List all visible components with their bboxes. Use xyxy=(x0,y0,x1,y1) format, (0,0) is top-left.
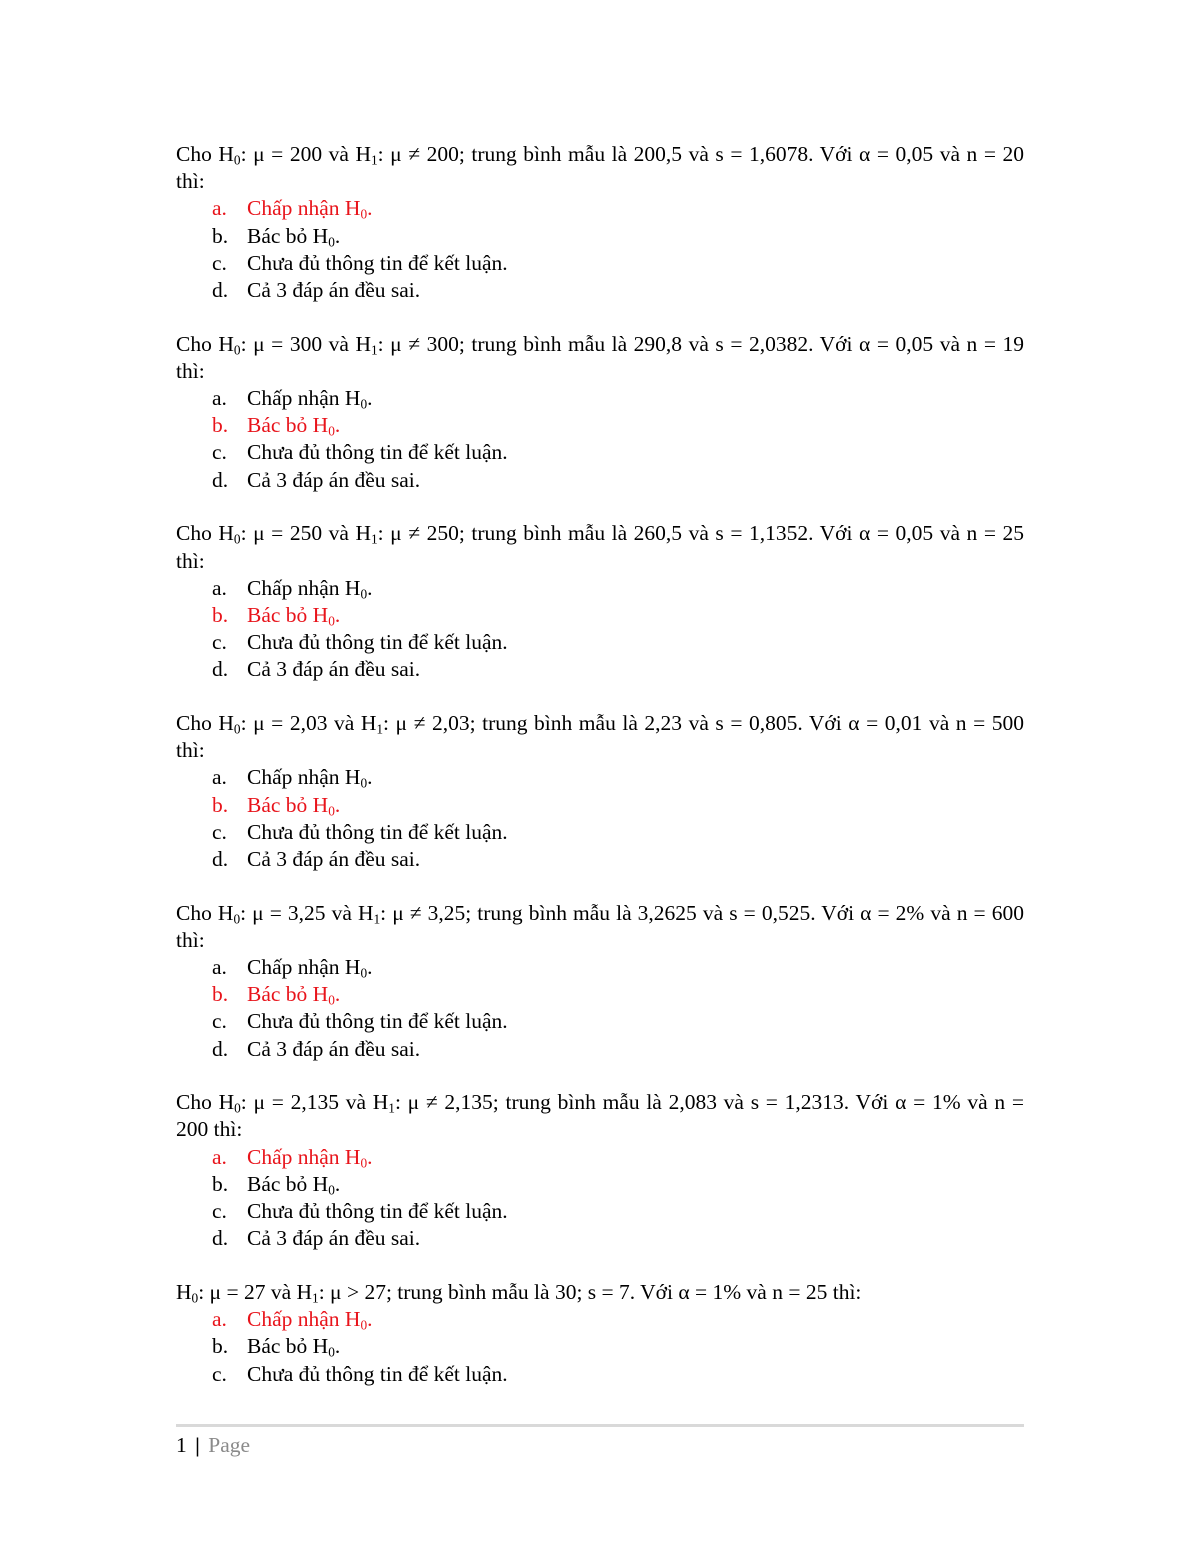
question-text: Cho $H_0$: μ = 3,25 và $H_1$: μ ≠ 3,25; trung bình mẫu là 3,2625 và s = 0,525. Với α = 2% và n = 600 thì: xyxy=(176,900,1024,952)
question-text: Cho $H_0$: μ = 200 và $H_1$: μ ≠ 200; trung bình mẫu là 200,5 và s = 1,6078. Với α = 0,05 và n = 20 thì: xyxy=(176,142,1024,194)
question-3 xyxy=(176,520,1024,683)
question-text: Cho $H_0$: μ = 250 và $H_1$: μ ≠ 250; trung bình mẫu là 260,5 và s = 1,1352. Với α = 0,05 và n = 25 thì: xyxy=(176,521,1024,573)
option-b: b. Bác bỏ $H_0$. xyxy=(212,792,341,818)
option-d: d. Cả 3 đáp án đều sai. xyxy=(212,1036,421,1061)
question-4 xyxy=(176,710,1024,873)
option-a: a. Chấp nhận $H_0$. xyxy=(212,196,373,222)
option-a: a. Chấp nhận $H_0$. xyxy=(212,575,373,602)
question-text: $H_0$: μ = 27 và $H_1$: μ > 27; trung bình mẫu là 30; s = 7. Với α = 1% và n = 25 thì: xyxy=(176,1279,862,1306)
answer-options xyxy=(176,1144,1024,1253)
option-d: d. Cả 3 đáp án đều sai. xyxy=(212,467,421,492)
option-b: b. Bác bỏ $H_0$. xyxy=(212,602,341,629)
option-b: b. Bác bỏ $H_0$. xyxy=(212,223,341,249)
answer-options xyxy=(176,954,1024,1063)
option-a: a. Chấp nhận $H_0$. xyxy=(212,1307,373,1333)
option-c: c. Chưa đủ thông tin để kết luận. xyxy=(212,440,508,465)
question-text: Cho $H_0$: μ = 300 và $H_1$: μ ≠ 300; trung bình mẫu là 290,8 và s = 2,0382. Với α = 0,05 và n = 19 thì: xyxy=(176,331,1024,383)
option-c: c. Chưa đủ thông tin để kết luận. xyxy=(212,819,508,844)
answer-options xyxy=(176,575,1024,684)
option-c: c. Chưa đủ thông tin để kết luận. xyxy=(212,1361,508,1386)
page-label: Page xyxy=(208,1433,251,1457)
answer-options xyxy=(176,385,1024,494)
option-b: b. Bác bỏ $H_0$. xyxy=(212,413,341,439)
option-a: a. Chấp nhận $H_0$. xyxy=(212,955,373,981)
answer-options xyxy=(176,764,1024,873)
option-b: b. Bác bỏ $H_0$. xyxy=(212,1171,341,1198)
option-d: d. Cả 3 đáp án đều sai. xyxy=(212,657,421,682)
answer-options xyxy=(176,195,1024,304)
question-6 xyxy=(176,1089,1024,1252)
question-2 xyxy=(176,331,1024,494)
option-d: d. Cả 3 đáp án đều sai. xyxy=(212,277,421,302)
answer-options xyxy=(176,1306,1024,1388)
option-c: c. Chưa đủ thông tin để kết luận. xyxy=(212,250,508,275)
question-text: Cho $H_0$: μ = 2,135 và $H_1$: μ ≠ 2,135; trung bình mẫu là 2,083 và s = 1,2313. Với α = 1% và n = 200 thì: xyxy=(176,1090,1024,1142)
option-b: b. Bác bỏ $H_0$. xyxy=(212,1334,341,1360)
question-1 xyxy=(176,141,1024,304)
document-body xyxy=(176,141,1024,1414)
question-7 xyxy=(176,1279,1024,1388)
option-b: b. Bác bỏ $H_0$. xyxy=(212,982,341,1008)
option-d: d. Cả 3 đáp án đều sai. xyxy=(212,1226,421,1251)
option-a: a. Chấp nhận $H_0$. xyxy=(212,765,373,791)
option-c: c. Chưa đủ thông tin để kết luận. xyxy=(212,630,508,655)
footer-separator: | xyxy=(195,1433,200,1457)
option-d: d. Cả 3 đáp án đều sai. xyxy=(212,846,421,871)
option-c: c. Chưa đủ thông tin để kết luận. xyxy=(212,1009,508,1034)
question-text: Cho $H_0$: μ = 2,03 và $H_1$: μ ≠ 2,03; trung bình mẫu là 2,23 và s = 0,805. Với α = 0,01 và n = 500 thì: xyxy=(176,710,1024,763)
page-number: 1 xyxy=(176,1433,187,1457)
question-5 xyxy=(176,900,1024,1063)
option-a: a. Chấp nhận $H_0$. xyxy=(212,386,373,412)
option-c: c. Chưa đủ thông tin để kết luận. xyxy=(212,1199,508,1224)
option-a: a. Chấp nhận $H_0$. xyxy=(212,1144,373,1171)
page-footer xyxy=(176,1424,1024,1458)
